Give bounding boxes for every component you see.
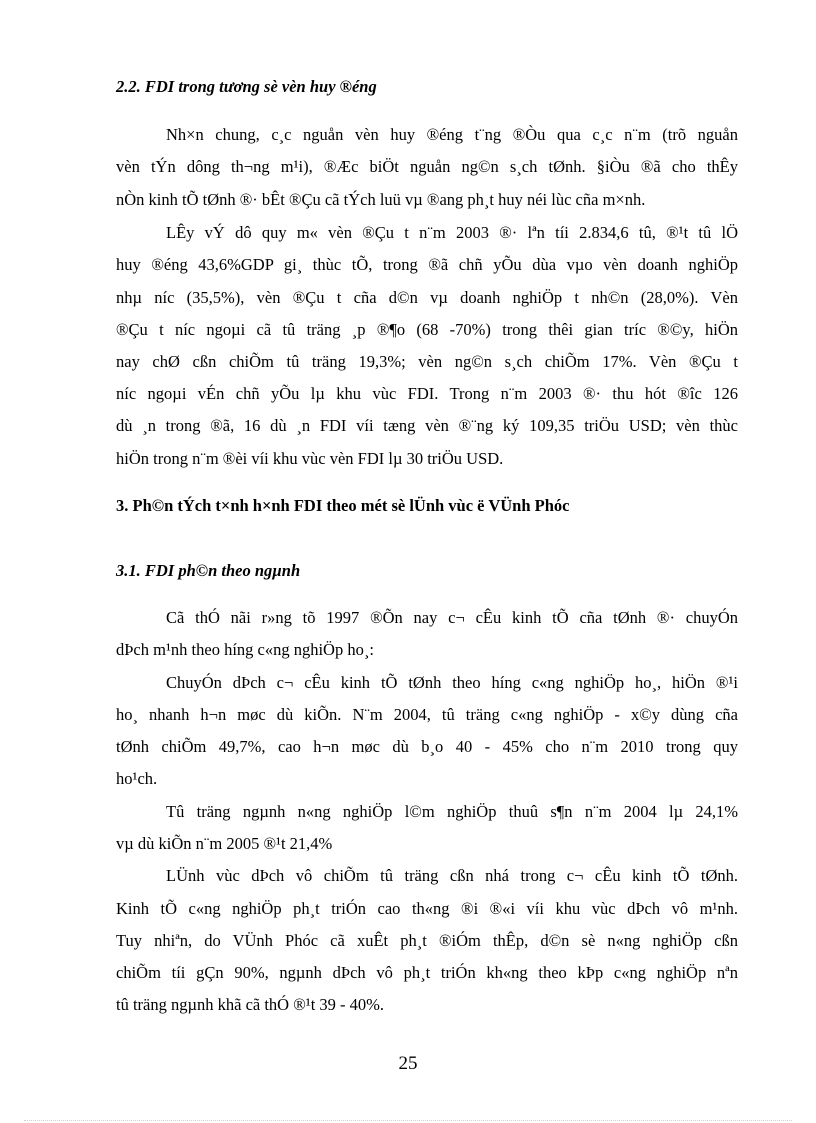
text-line: chiÕm tíi gÇn 90%, ngµnh dÞch vô ph¸t triÓn kh«ng theo kÞp c«ng nghiÖp nªn <box>116 963 738 982</box>
text-line: nÒn kinh tÕ tØnh ®· bÊt ®Çu cã tÝch luü vµ ®ang ph¸t huy néi lùc cña m×nh. <box>116 190 646 209</box>
text-line: LÊy vÝ dô quy m« vèn ®Çu t n¨m 2003 ®· lªn tíi 2.834,6 tû, ®¹t tû lÖ <box>166 223 738 242</box>
text-line: Tû träng ngµnh n«ng nghiÖp l©m nghiÖp thuû s¶n n¨m 2004 lµ 24,1% <box>166 802 738 821</box>
text-line: ho¸ nhanh h¬n møc dù kiÕn. N¨m 2004, tû träng c«ng nghiÖp - x©y dùng cña <box>116 705 738 724</box>
page-number: 25 <box>398 1053 418 1074</box>
section-heading-3: 3. Ph©n tÝch t×nh h×nh FDI theo mét sè lÜnh vùc ë VÜnh Phóc <box>116 496 570 515</box>
text-line: ChuyÓn dÞch c¬ cÊu kinh tÕ tØnh theo híng c«ng nghiÖp ho¸, hiÖn ®¹i <box>166 673 738 692</box>
section-heading-2-2: 2.2. FDI trong tương sè vèn huy ®éng <box>116 77 377 96</box>
text-line: níc ngoµi vÉn chñ yÕu lµ khu vùc FDI. Trong n¨m 2003 ®· thu hót ®îc 126 <box>116 384 738 403</box>
text-line: huy ®éng 43,6%GDP gi¸ thùc tÕ, trong ®ã chñ yÕu dùa vµo vèn doanh nghiÖp <box>116 255 738 274</box>
text-line: vèn tÝn dông th¬ng m¹i), ®Æc biÖt nguån ng©n s¸ch tØnh. §iÒu ®ã cho thÊy <box>116 157 738 176</box>
text-line: dù ¸n trong ®ã, 16 dù ¸n FDI víi tæng vèn ®¨ng ký 109,35 triÖu USD; vèn thùc <box>116 416 738 435</box>
text-line: hiÖn trong n¨m ®èi víi khu vùc vèn FDI lµ 30 triÖu USD. <box>116 449 504 468</box>
text-line: vµ dù kiÕn n¨m 2005 ®¹t 21,4% <box>116 834 333 853</box>
text-line: ®Çu t níc ngoµi cã tû träng ¸p ®¶o (68 -70%) trong thêi gian tríc ®©y, hiÖn <box>116 320 738 339</box>
text-line: Kinh tÕ c«ng nghiÖp ph¸t triÓn cao th«ng ®i ®«i víi khu vùc dÞch vô m¹nh. <box>116 899 738 918</box>
text-line: Nh×n chung, c¸c nguån vèn huy ®éng t¨ng ®Òu qua c¸c n¨m (trõ nguån <box>166 125 738 144</box>
text-line: dÞch m¹nh theo híng c«ng nghiÖp ho¸: <box>116 640 374 659</box>
section-heading-3-1: 3.1. FDI ph©n theo ngµnh <box>116 561 301 580</box>
text-line: Tuy nhiªn, do VÜnh Phóc cã xuÊt ph¸t ®iÓm thÊp, d©n sè n«ng nghiÖp cßn <box>116 931 738 950</box>
text-line: tØnh chiÕm 49,7%, cao h¬n møc dù b¸o 40 - 45% cho n¨m 2010 trong quy <box>116 737 738 756</box>
page-border <box>24 1120 792 1121</box>
text-line: nhµ níc (35,5%), vèn ®Çu t cña d©n vµ doanh nghiÖp t nh©n (28,0%). Vèn <box>116 288 738 307</box>
text-line: LÜnh vùc dÞch vô chiÕm tû träng cßn nhá trong c¬ cÊu kinh tÕ tØnh. <box>166 866 738 885</box>
text-line: nay chØ cßn chiÕm tû träng 19,3%; vèn ng©n s¸ch chiÕm 17%. Vèn ®Çu t <box>116 352 738 371</box>
text-line: tû träng ngµnh khã cã thÓ ®¹t 39 - 40%. <box>116 995 385 1014</box>
text-line: ho¹ch. <box>116 769 158 788</box>
text-line: Cã thÓ nãi r»ng tõ 1997 ®Õn nay c¬ cÊu kinh tÕ cña tØnh ®· chuyÓn <box>166 608 738 627</box>
